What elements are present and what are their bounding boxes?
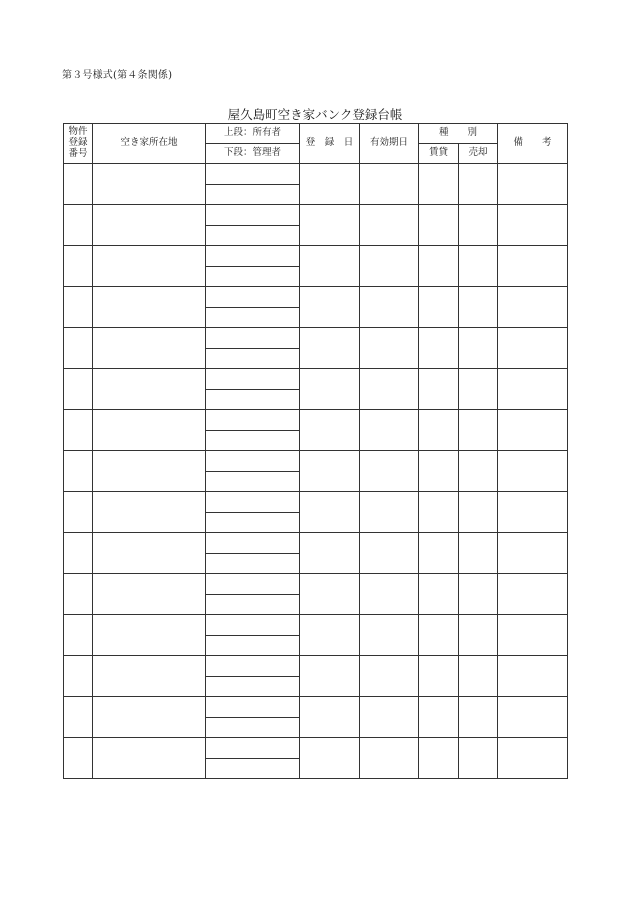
location-cell — [93, 246, 206, 287]
property-number-cell — [64, 533, 93, 574]
location-cell — [93, 738, 206, 779]
sale-cell — [459, 533, 498, 574]
remarks-cell — [498, 574, 568, 615]
owner-cell — [206, 451, 300, 472]
rent-cell — [419, 656, 459, 697]
remarks-cell — [498, 533, 568, 574]
sale-cell — [459, 205, 498, 246]
property-number-cell — [64, 287, 93, 328]
ledger-record-row — [64, 533, 568, 554]
rent-cell — [419, 328, 459, 369]
owner-cell — [206, 697, 300, 718]
rent-cell — [419, 615, 459, 656]
location-cell — [93, 451, 206, 492]
location-cell — [93, 164, 206, 205]
rent-cell — [419, 451, 459, 492]
expiry-date-cell — [360, 410, 419, 451]
manager-cell — [206, 512, 300, 533]
location-cell — [93, 287, 206, 328]
expiry-date-cell — [360, 369, 419, 410]
ledger-record-row — [64, 246, 568, 267]
remarks-cell — [498, 615, 568, 656]
registration-date-cell — [300, 492, 360, 533]
expiry-date-cell — [360, 697, 419, 738]
expiry-date-cell — [360, 615, 419, 656]
header-location: 空き家所在地 — [93, 124, 206, 164]
manager-cell — [206, 758, 300, 779]
header-registration-date: 登 録 日 — [300, 124, 360, 164]
sale-cell — [459, 492, 498, 533]
property-number-cell — [64, 738, 93, 779]
rent-cell — [419, 533, 459, 574]
manager-cell — [206, 594, 300, 615]
sale-cell — [459, 164, 498, 205]
manager-cell — [206, 225, 300, 246]
header-property-number-line: 登録 — [68, 137, 88, 149]
sale-cell — [459, 738, 498, 779]
remarks-cell — [498, 369, 568, 410]
manager-cell — [206, 717, 300, 738]
sale-cell — [459, 287, 498, 328]
remarks-cell — [498, 287, 568, 328]
sale-cell — [459, 574, 498, 615]
location-cell — [93, 369, 206, 410]
location-cell — [93, 533, 206, 574]
form-number: 第３号様式(第４条関係) — [62, 70, 173, 81]
rent-cell — [419, 410, 459, 451]
rent-cell — [419, 369, 459, 410]
location-cell — [93, 656, 206, 697]
property-number-cell — [64, 574, 93, 615]
expiry-date-cell — [360, 205, 419, 246]
location-cell — [93, 205, 206, 246]
owner-cell — [206, 492, 300, 513]
owner-cell — [206, 328, 300, 349]
sale-cell — [459, 246, 498, 287]
ledger-record-row — [64, 410, 568, 431]
owner-cell — [206, 574, 300, 595]
manager-cell — [206, 389, 300, 410]
remarks-cell — [498, 246, 568, 287]
sale-cell — [459, 369, 498, 410]
sale-cell — [459, 328, 498, 369]
owner-cell — [206, 164, 300, 185]
location-cell — [93, 615, 206, 656]
ledger-record-row — [64, 492, 568, 513]
remarks-cell — [498, 451, 568, 492]
owner-cell — [206, 656, 300, 677]
rent-cell — [419, 738, 459, 779]
rent-cell — [419, 574, 459, 615]
expiry-date-cell — [360, 246, 419, 287]
owner-cell — [206, 205, 300, 226]
header-rent: 賃貸 — [419, 144, 459, 164]
manager-cell — [206, 266, 300, 287]
header-property-number-line: 番号 — [68, 147, 88, 159]
manager-cell — [206, 553, 300, 574]
property-number-cell — [64, 410, 93, 451]
owner-cell — [206, 287, 300, 308]
ledger-record-row — [64, 656, 568, 677]
property-number-cell — [64, 369, 93, 410]
expiry-date-cell — [360, 451, 419, 492]
location-cell — [93, 410, 206, 451]
manager-cell — [206, 430, 300, 451]
manager-cell — [206, 635, 300, 656]
ledger-record-row — [64, 287, 568, 308]
manager-cell — [206, 184, 300, 205]
property-number-cell — [64, 656, 93, 697]
sale-cell — [459, 697, 498, 738]
header-expiry-date: 有効期日 — [360, 124, 419, 164]
registration-date-cell — [300, 656, 360, 697]
expiry-date-cell — [360, 656, 419, 697]
rent-cell — [419, 697, 459, 738]
header-manager: 下段：管理者 — [206, 144, 300, 164]
expiry-date-cell — [360, 738, 419, 779]
header-property-number — [64, 124, 93, 164]
remarks-cell — [498, 328, 568, 369]
registration-date-cell — [300, 328, 360, 369]
property-number-cell — [64, 451, 93, 492]
registration-date-cell — [300, 574, 360, 615]
registration-ledger-table — [63, 123, 568, 779]
registration-date-cell — [300, 451, 360, 492]
remarks-cell — [498, 410, 568, 451]
property-number-cell — [64, 615, 93, 656]
ledger-record-row — [64, 697, 568, 718]
registration-date-cell — [300, 287, 360, 328]
registration-date-cell — [300, 205, 360, 246]
registration-date-cell — [300, 738, 360, 779]
property-number-cell — [64, 246, 93, 287]
remarks-cell — [498, 656, 568, 697]
sale-cell — [459, 410, 498, 451]
registration-date-cell — [300, 533, 360, 574]
registration-date-cell — [300, 410, 360, 451]
sale-cell — [459, 451, 498, 492]
owner-cell — [206, 369, 300, 390]
ledger-record-row — [64, 574, 568, 595]
owner-cell — [206, 410, 300, 431]
ledger-title: 屋久島町空き家バンク登録台帳 — [227, 107, 403, 122]
rent-cell — [419, 205, 459, 246]
location-cell — [93, 492, 206, 533]
registration-date-cell — [300, 697, 360, 738]
ledger-record-row — [64, 738, 568, 759]
remarks-cell — [498, 205, 568, 246]
owner-cell — [206, 246, 300, 267]
property-number-cell — [64, 205, 93, 246]
expiry-date-cell — [360, 574, 419, 615]
remarks-cell — [498, 164, 568, 205]
ledger-record-row — [64, 205, 568, 226]
owner-cell — [206, 533, 300, 554]
header-owner: 上段：所有者 — [206, 124, 300, 144]
sale-cell — [459, 615, 498, 656]
sale-cell — [459, 656, 498, 697]
location-cell — [93, 574, 206, 615]
ledger-record-row — [64, 615, 568, 636]
expiry-date-cell — [360, 164, 419, 205]
property-number-cell — [64, 164, 93, 205]
rent-cell — [419, 246, 459, 287]
registration-date-cell — [300, 164, 360, 205]
property-number-cell — [64, 697, 93, 738]
property-number-cell — [64, 492, 93, 533]
remarks-cell — [498, 492, 568, 533]
rent-cell — [419, 287, 459, 328]
property-number-cell — [64, 328, 93, 369]
ledger-record-row — [64, 328, 568, 349]
header-remarks: 備 考 — [498, 124, 568, 164]
ledger-record-row — [64, 164, 568, 185]
remarks-cell — [498, 697, 568, 738]
rent-cell — [419, 492, 459, 533]
ledger-record-row — [64, 369, 568, 390]
expiry-date-cell — [360, 533, 419, 574]
header-sale: 売却 — [459, 144, 498, 164]
expiry-date-cell — [360, 328, 419, 369]
header-property-number-line: 物件 — [68, 126, 88, 138]
manager-cell — [206, 348, 300, 369]
registration-date-cell — [300, 246, 360, 287]
registration-date-cell — [300, 615, 360, 656]
ledger-record-row — [64, 451, 568, 472]
registration-date-cell — [300, 369, 360, 410]
manager-cell — [206, 471, 300, 492]
location-cell — [93, 697, 206, 738]
manager-cell — [206, 676, 300, 697]
location-cell — [93, 328, 206, 369]
expiry-date-cell — [360, 287, 419, 328]
remarks-cell — [498, 738, 568, 779]
header-type: 種 別 — [419, 124, 498, 144]
owner-cell — [206, 738, 300, 759]
manager-cell — [206, 307, 300, 328]
rent-cell — [419, 164, 459, 205]
expiry-date-cell — [360, 492, 419, 533]
owner-cell — [206, 615, 300, 636]
